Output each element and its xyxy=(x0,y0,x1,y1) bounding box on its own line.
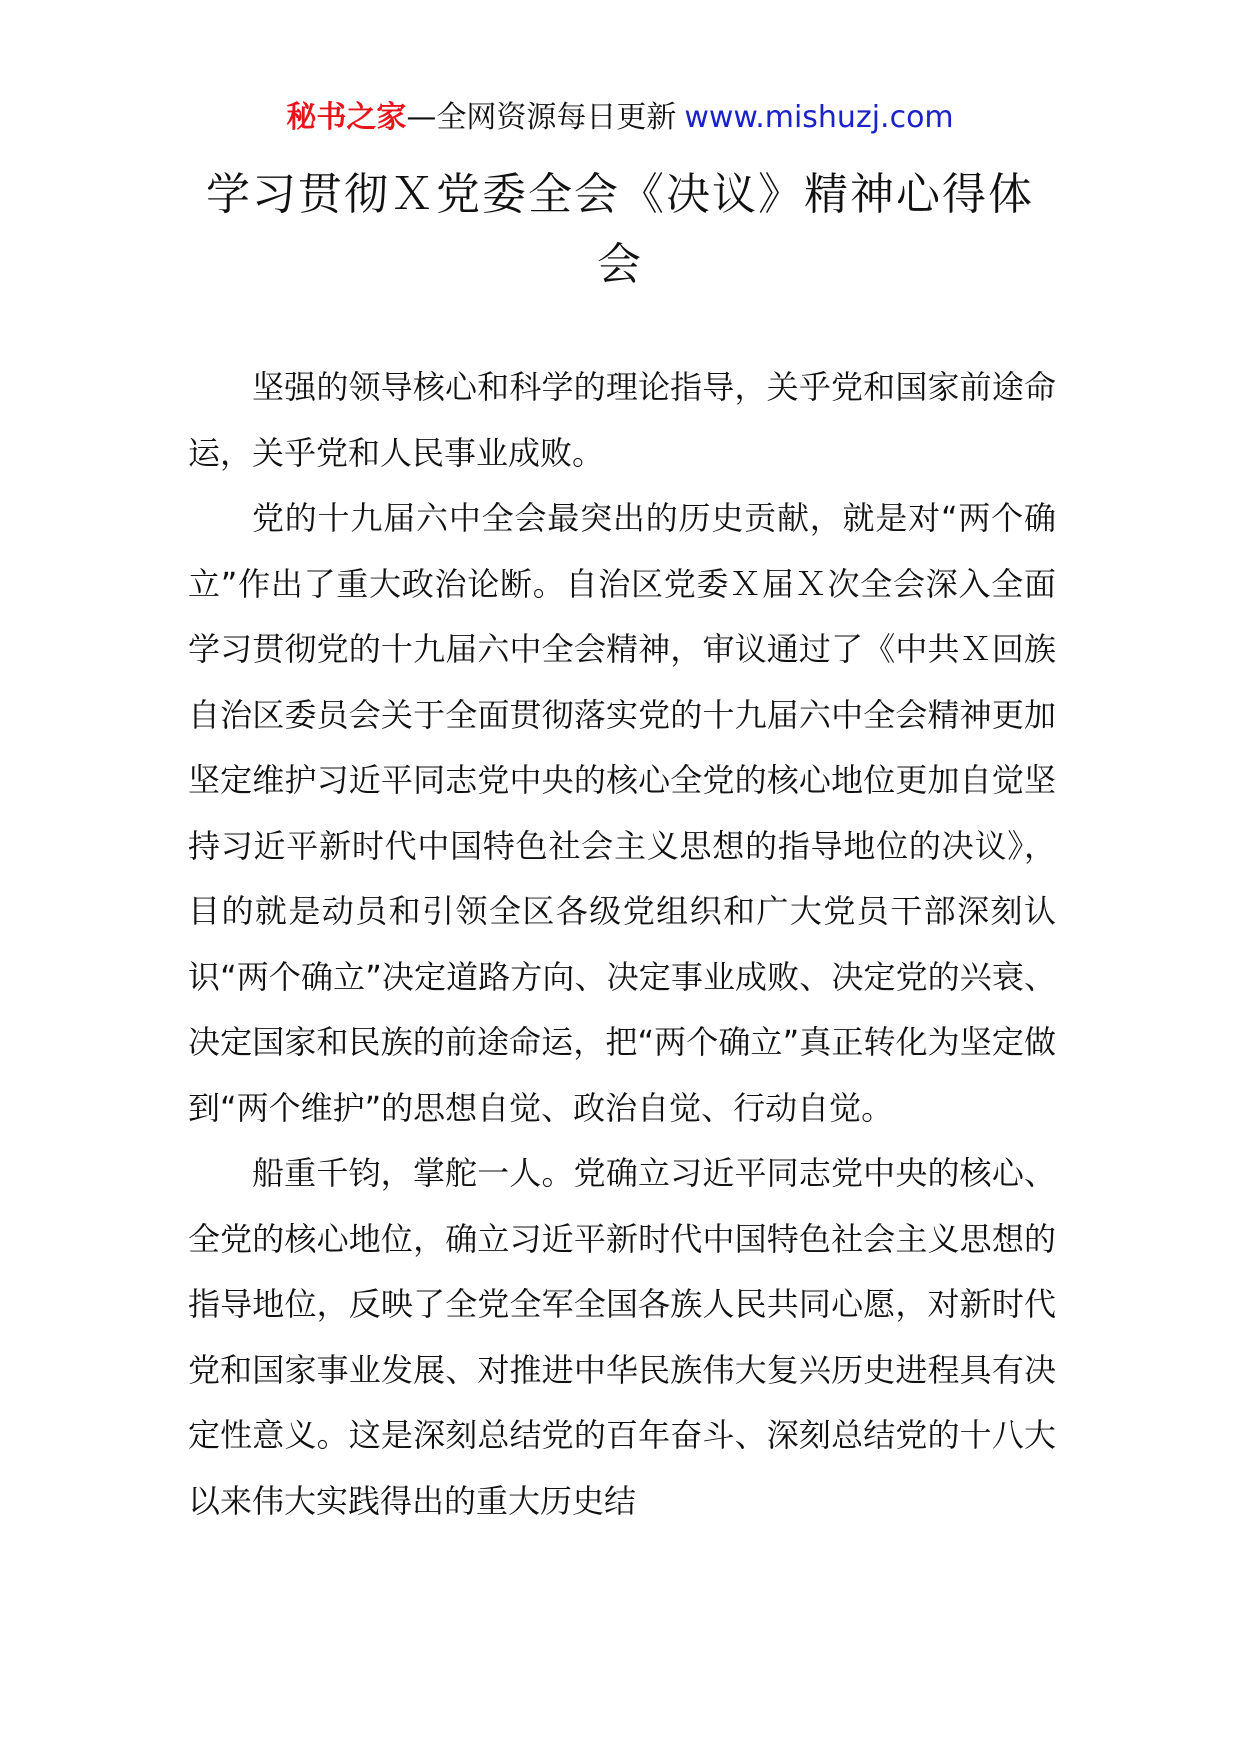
site-brand: 秘书之家 xyxy=(286,100,407,135)
paragraph: 党的十九届六中全会最突出的历史贡献，就是对“两个确立”作出了重大政治论断。自治区党委Ｘ届Ｘ次全会深入全面学习贯彻党的十九届六中全会精神，审议通过了《中共Ｘ回族自治区委员会关于全面贯彻落实党的十九届六中全会精神更加坚定维护习近平同志党中央的核心全党的核心地位更加自觉坚持习近平新时代中国特色社会主义思想的指导地位的决议》，目的就是动员和引领全区各级党组织和广大党员干部深刻认识“两个确立”决定道路方向、决定事业成败、决定党的兴衰、决定国家和民族的前途命运，把“两个确立”真正转化为坚定做到“两个维护”的思想自觉、政治自觉、行动自觉。 xyxy=(188,499,1056,1127)
document-title: 学习贯彻Ｘ党委全会《决议》精神心得体会 xyxy=(206,169,1034,290)
site-url-link[interactable]: www.mishuzj.com xyxy=(684,100,954,135)
paragraph: 坚强的领导核心和科学的理论指导，关乎党和国家前途命运，关乎党和人民事业成败。 xyxy=(188,368,1056,472)
paragraph: 船重千钧，掌舵一人。党确立习近平同志党中央的核心、全党的核心地位，确立习近平新时代中国特色社会主义思想的指导地位，反映了全党全军全国各族人民共同心愿，对新时代党和国家事业发展、对推进中华民族伟大复兴历史进程具有决定性意义。这是深刻总结党的百年奋斗、深刻总结党的十八大以来伟大实践得出的重大历史结 xyxy=(188,1154,1056,1520)
site-tagline: —全网资源每日更新 xyxy=(406,100,677,135)
document-body xyxy=(188,355,1056,1534)
site-header xyxy=(0,98,1240,138)
